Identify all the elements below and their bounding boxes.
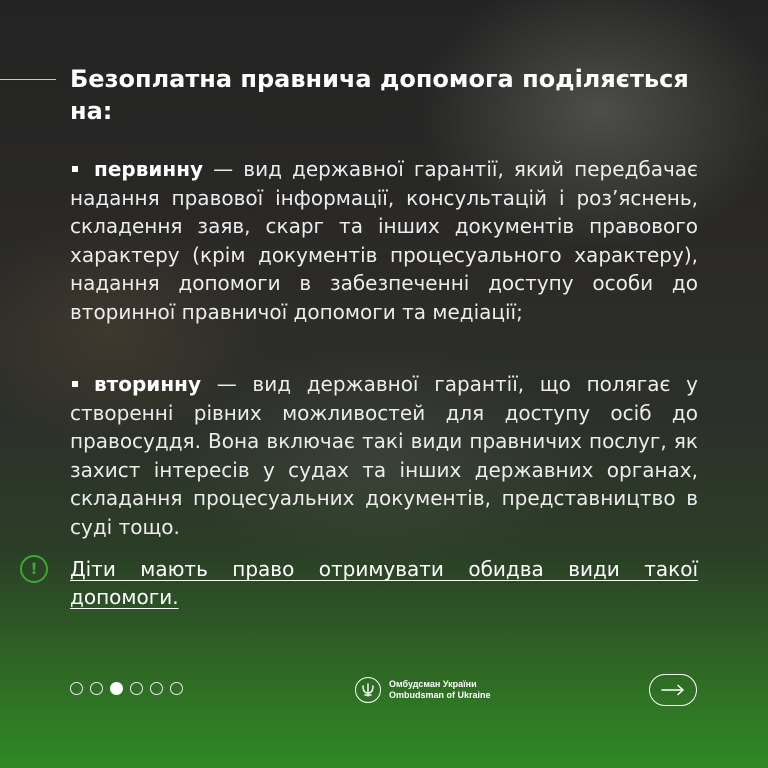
slide-title: Безоплатна правнича допомога поділяється на: — [70, 65, 689, 125]
accent-line — [0, 79, 56, 80]
pagination-dot-4[interactable] — [130, 682, 143, 695]
item-term: первинну — [94, 157, 204, 181]
bullet-icon — [72, 166, 78, 172]
exclamation-mark: ! — [30, 559, 38, 578]
pagination-dots — [70, 682, 183, 698]
pagination-dot-2[interactable] — [90, 682, 103, 695]
next-slide-button[interactable] — [649, 674, 697, 706]
brand-name-en: Ombudsman of Ukraine — [389, 690, 491, 700]
pagination-dot-6[interactable] — [170, 682, 183, 695]
pagination-dot-1[interactable] — [70, 682, 83, 695]
list-item-primary — [70, 155, 698, 326]
list-item-secondary — [70, 370, 698, 541]
exclamation-circle-icon — [20, 555, 48, 583]
trident-icon — [360, 682, 376, 698]
note-text: Діти мають право отримувати обидва види такої допомоги. — [70, 557, 698, 609]
brand — [355, 674, 491, 706]
brand-text — [389, 679, 491, 701]
brand-name-uk: Омбудсман України — [389, 679, 477, 689]
item-term: вторинну — [94, 372, 201, 396]
pagination-dot-5[interactable] — [150, 682, 163, 695]
item-description: — вид державної гарантії, який передбачає надання правової інформації, консультацій і роз’яснень, складення заяв, скарг та інших документів правового характеру (крім документів процесуального характеру), надання допомоги в забезпеченні доступу особи до вторинної правничої допомоги та медіації; — [70, 157, 698, 324]
ombudsman-logo-icon — [355, 677, 381, 703]
pagination-dot-3[interactable] — [110, 682, 123, 695]
bullet-icon — [72, 381, 78, 387]
arrow-right-icon — [661, 684, 685, 696]
item-description: — вид державної гарантії, що полягає у створенні рівних можливостей для доступу осіб до правосуддя. Вона включає такі види правничих послуг, як захист інтересів у судах та інших державних органах, складання процесуальних документів, представництво в суді тощо. — [70, 372, 698, 539]
